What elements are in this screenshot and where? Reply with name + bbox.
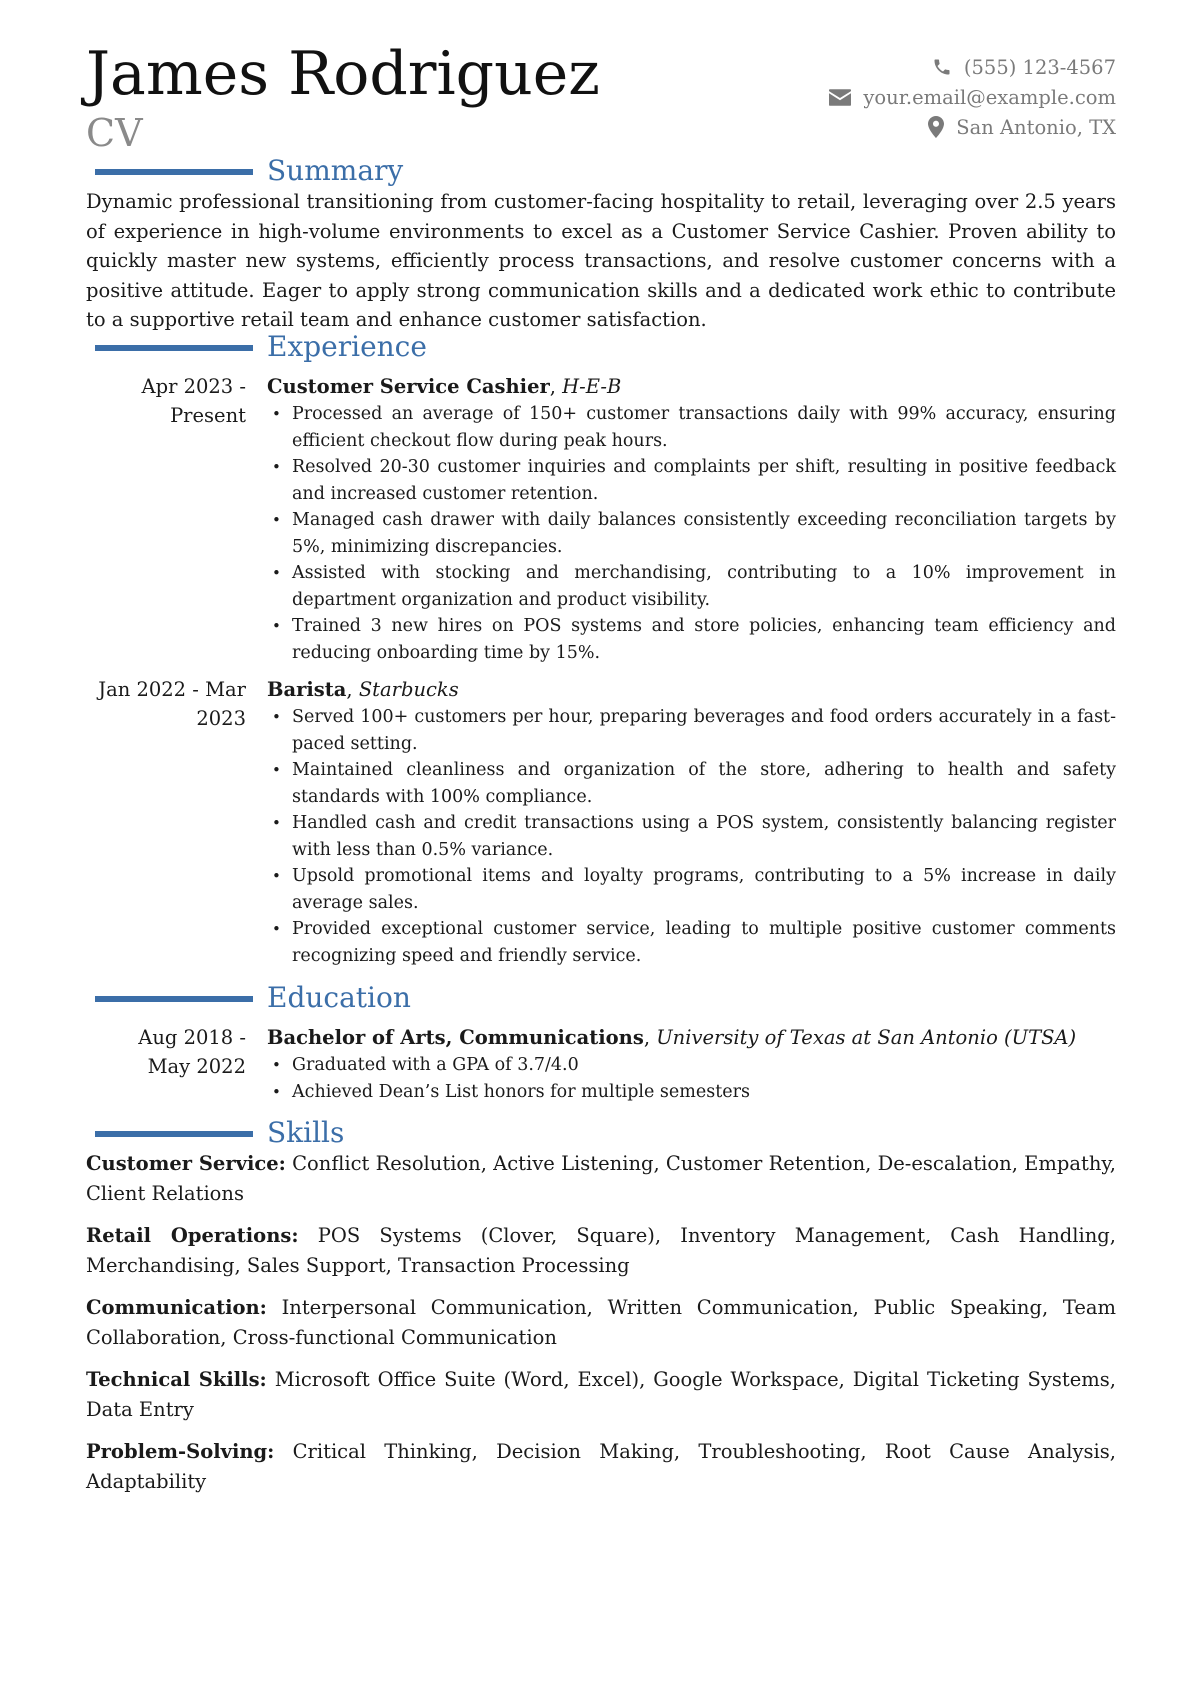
experience-section [86,329,1116,969]
skill-label: Technical Skills: [86,1368,267,1391]
contact-phone [829,52,1116,82]
list-item: • Trained 3 new hires on POS systems and store policies, enhancing team efficiency and reducing onboarding time by 15%. [267,613,1116,666]
entry-heading: Barista, Starbucks [267,678,459,701]
education-entry [86,1023,1116,1105]
list-item: • Managed cash drawer with daily balances consistently exceeding reconciliation targets by 5%, minimizing discrepancies. [267,507,1116,560]
job-title: Customer Service Cashier [267,375,550,398]
section-rule [95,996,253,1002]
entry-date [86,675,246,733]
list-item: • Achieved Dean’s List honors for multiple semesters [267,1079,1116,1106]
phone-icon [932,57,952,77]
list-item: • Processed an average of 150+ customer transactions daily with 99% accuracy, ensuring efficient checkout flow during peak hours. [267,401,1116,454]
contact-block [829,52,1116,142]
skill-label: Customer Service: [86,1152,286,1175]
entry-heading: Customer Service Cashier, H-E-B [267,375,622,398]
list-item: • Assisted with stocking and merchandising, contributing to a 10% improvement in department organization and product visibility. [267,560,1116,613]
section-rule [95,1131,253,1137]
phone-text: (555) 123-4567 [963,55,1116,79]
contact-location [829,112,1116,142]
education-heading [86,980,1116,1018]
summary-heading [86,153,1116,187]
entry-date [86,1023,246,1081]
list-item: • Upsold promotional items and loyalty programs, contributing to a 5% increase in daily average sales. [267,863,1116,916]
skill-items: Microsoft Office Suite (Word, Excel), Google Workspace, Digital Ticketing Systems, Data Entry [86,1368,1116,1421]
institution: University of Texas at San Antonio (UTSA) [656,1026,1077,1049]
contact-email[interactable] [829,82,1116,112]
section-title: Summary [267,154,404,187]
entry-heading: Bachelor of Arts, Communications, University of Texas at San Antonio (UTSA) [267,1026,1077,1049]
section-rule [95,169,253,175]
experience-entry [86,372,1116,666]
map-pin-icon [928,116,944,138]
date-start: Jan 2022 - Mar [98,678,246,701]
envelope-icon [829,89,851,106]
experience-entry [86,675,1116,969]
skill-label: Communication: [86,1296,267,1319]
list-item: • Resolved 20-30 customer inquiries and complaints per shift, resulting in positive feedback and increased customer retention. [267,454,1116,507]
summary-text: Dynamic professional transitioning from customer-facing hospitality to retail, leveraging over 2.5 years of experience in high-volume environments to excel as a Customer Service Cashier. Proven ability to quickly master new systems, efficiently process transactions, and resolve customer concerns with a positive attitude. Eager to apply strong communication skills and a dedicated work ethic to contribute to a supportive retail team and enhance customer satisfaction. [86,190,1116,331]
section-title: Education [267,981,411,1014]
skills-heading [86,1115,1116,1149]
date-start: Aug 2018 - [138,1026,246,1049]
skill-items: POS Systems (Clover, Square), Inventory Management, Cash Handling, Merchandising, Sales Support, Transaction Processing [86,1224,1116,1277]
list-item: • Served 100+ customers per hour, preparing beverages and food orders accurately in a fast-paced setting. [267,704,1116,757]
bullet-list [267,704,1116,969]
date-start: Apr 2023 - [141,375,246,398]
entry-body [267,675,1116,969]
skill-group [86,1149,1116,1208]
skill-items: Critical Thinking, Decision Making, Troubleshooting, Root Cause Analysis, Adaptability [86,1440,1116,1493]
skill-items: Conflict Resolution, Active Listening, Customer Retention, De-escalation, Empathy, Client Relations [86,1152,1117,1205]
skill-group [86,1437,1116,1496]
section-rule [95,345,253,351]
skill-label: Problem-Solving: [86,1440,275,1463]
entry-date [86,372,246,430]
experience-heading [86,329,1116,367]
skill-group [86,1365,1116,1424]
location-text: San Antonio, TX [956,115,1116,139]
date-end: 2023 [196,707,246,730]
employer: H-E-B [562,375,622,398]
entry-body [267,372,1116,666]
candidate-name: James Rodriguez [86,39,600,109]
document-subtitle: CV [86,111,143,155]
summary-section [86,153,1116,335]
employer: Starbucks [358,678,459,701]
skill-items: Interpersonal Communication, Written Communication, Public Speaking, Team Collaboration, Cross-functional Communication [86,1296,1116,1349]
degree: Bachelor of Arts, Communications [267,1026,644,1049]
section-title: Experience [267,330,427,363]
bullet-list [267,1052,1116,1105]
list-item: • Maintained cleanliness and organization of the store, adhering to health and safety standards with 100% compliance. [267,757,1116,810]
education-section [86,980,1116,1105]
list-item: • Handled cash and credit transactions using a POS system, consistently balancing register with less than 0.5% variance. [267,810,1116,863]
date-end: Present [170,404,246,427]
skill-label: Retail Operations: [86,1224,299,1247]
list-item: • Graduated with a GPA of 3.7/4.0 [267,1052,1116,1079]
email-link[interactable]: your.email@example.com [863,85,1116,109]
skills-section [86,1115,1116,1509]
list-item: • Provided exceptional customer service, leading to multiple positive customer comments recognizing speed and friendly service. [267,916,1116,969]
entry-body [267,1023,1116,1105]
skill-group [86,1293,1116,1352]
skill-group [86,1221,1116,1280]
date-end: May 2022 [147,1055,246,1078]
job-title: Barista [267,678,347,701]
bullet-list [267,401,1116,666]
section-title: Skills [267,1116,345,1149]
